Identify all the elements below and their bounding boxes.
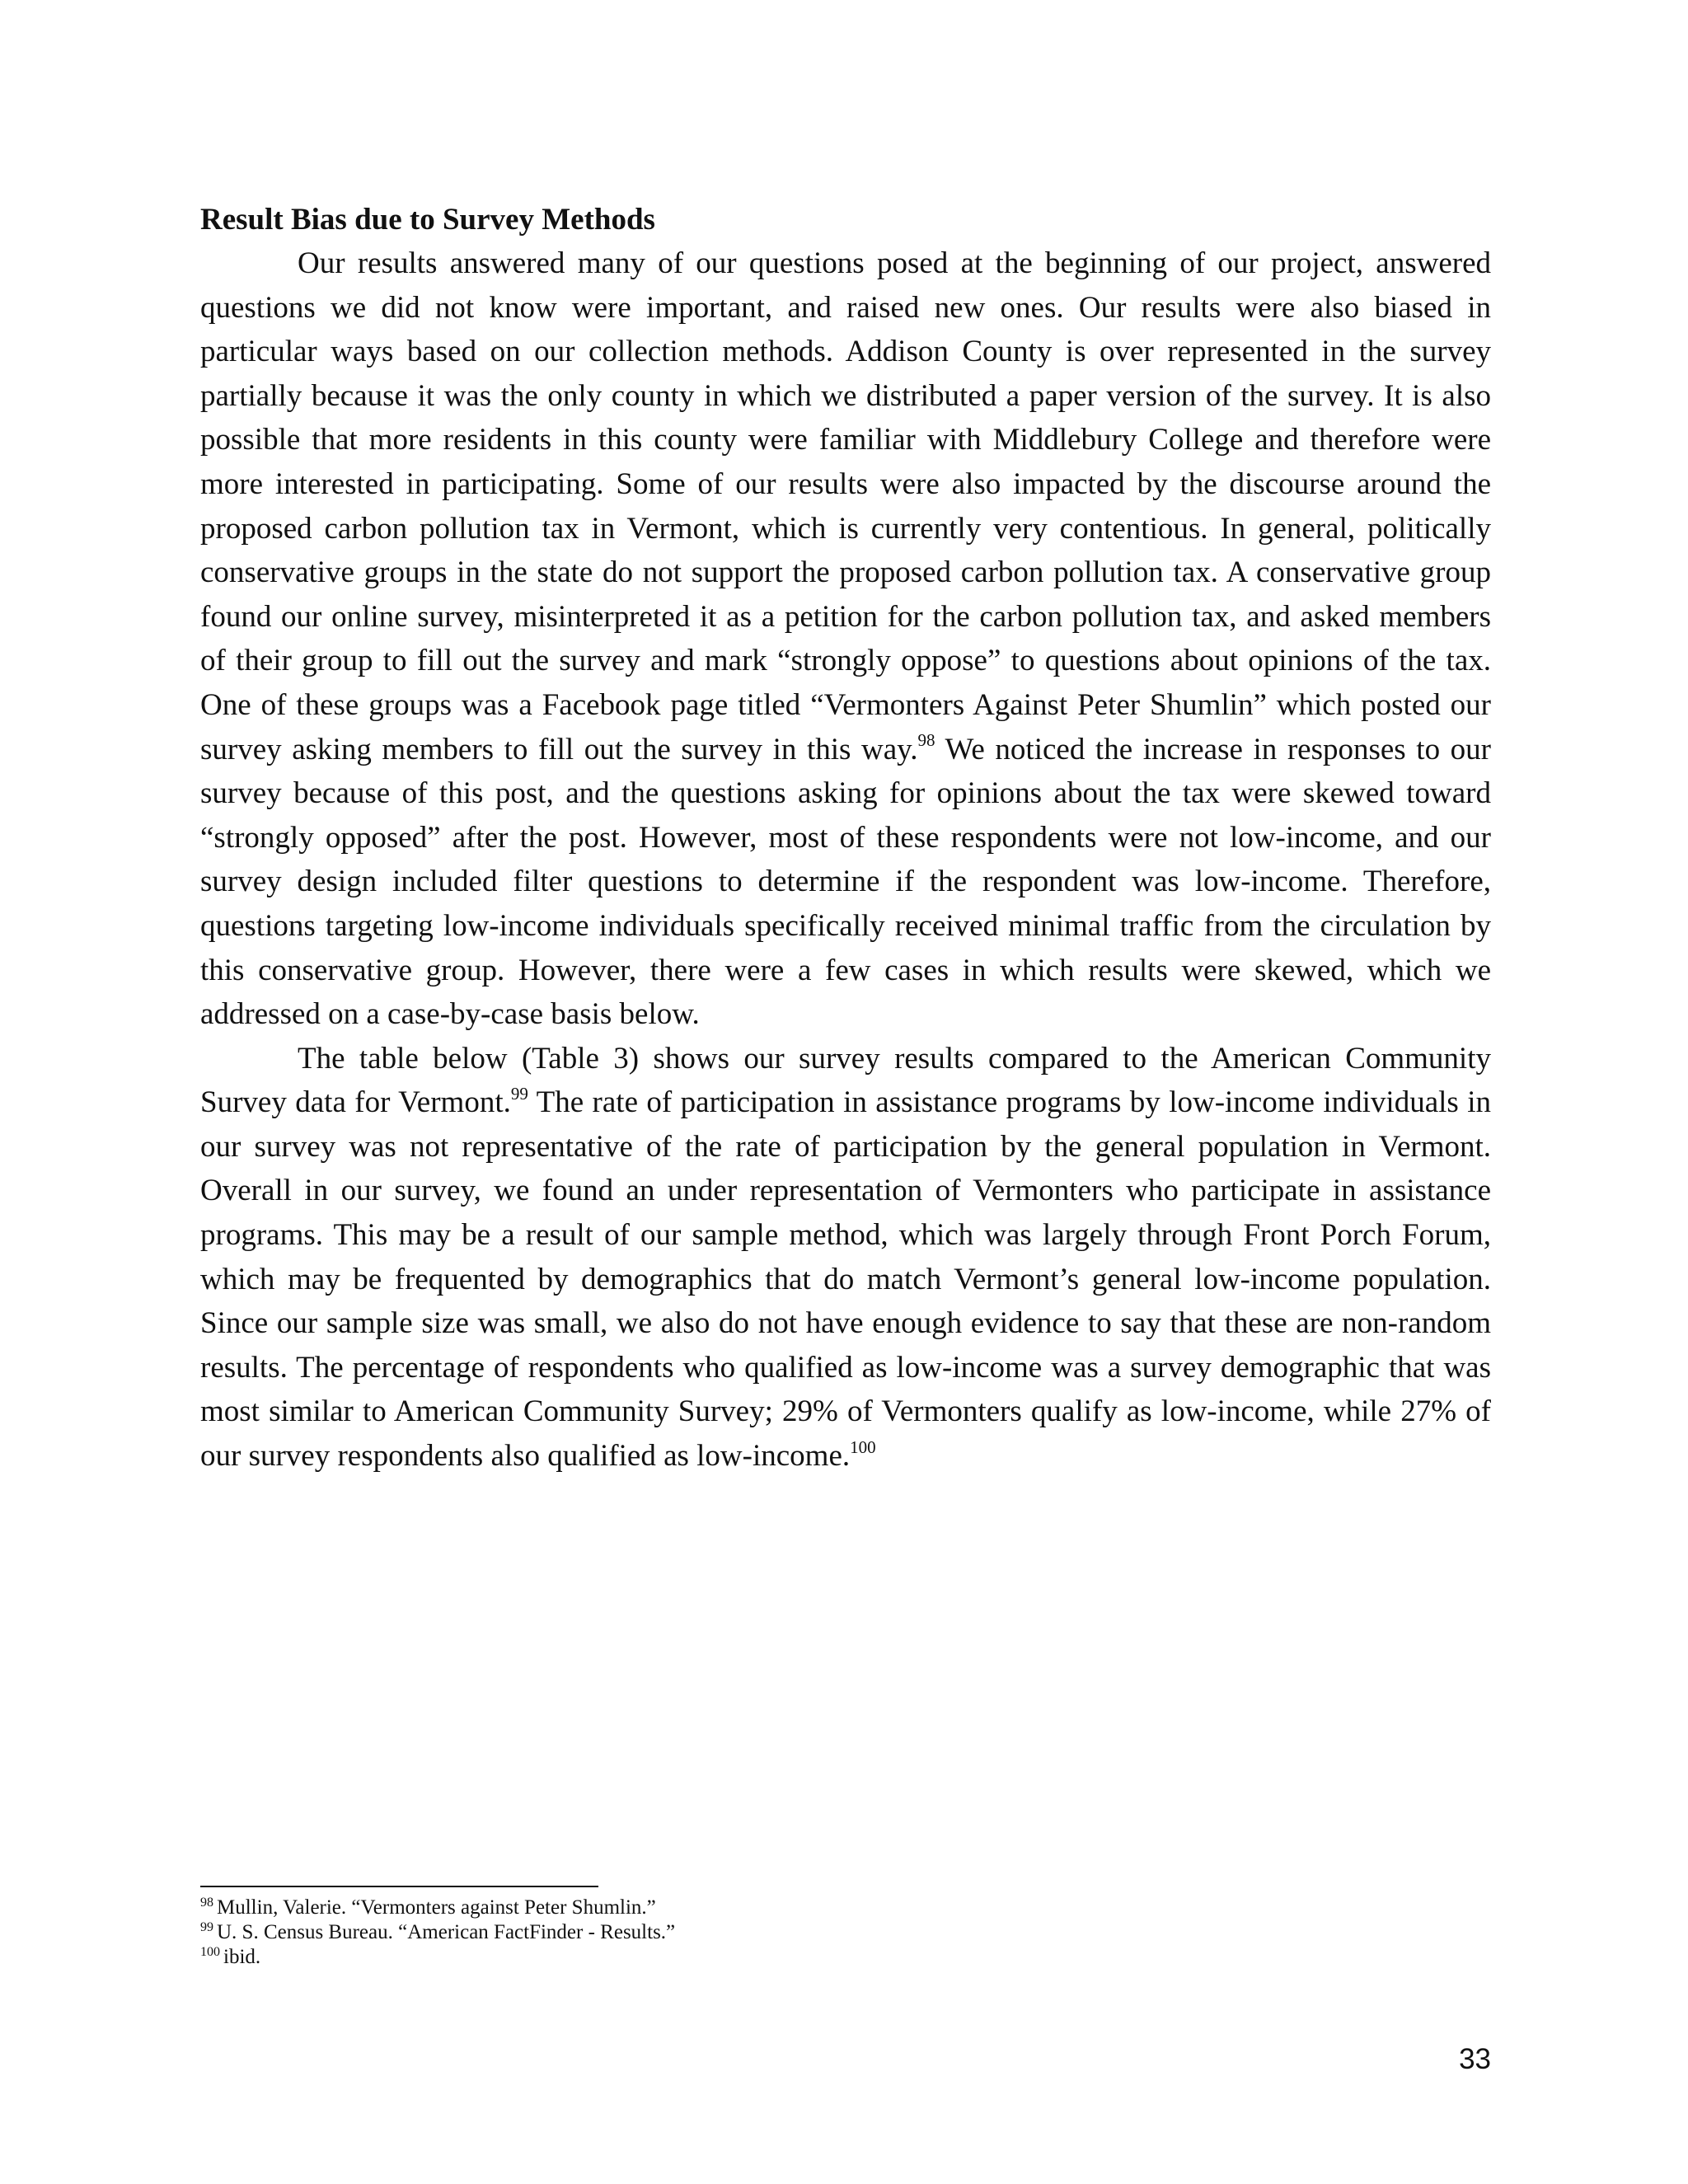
paragraph-1-text-a: Our results answered many of our questions posed at the beginning of our project, answered questions we did not know were important, and raised new ones. Our results were also biased in particular ways based on our collection methods. Addison County is over represented in the survey partially because it was the only county in which we distributed a paper version of the survey. It is also possible that more residents in this county were familiar with Middlebury College and therefore were more interested in participating. Some of our results were also impacted by the discourse around the proposed carbon pollution tax in Vermont, which is currently very contentious. In general, politically conservative groups in the state do not support the proposed carbon pollution tax. A conservative group found our online survey, misinterpreted it as a petition for the carbon pollution tax, and asked members of their group to fill out the survey and mark “strongly oppose” to questions about opinions of the tax. One of these groups was a Facebook page titled “Vermonters Against Peter Shumlin” which posted our survey asking members to fill out the survey in this way. — [200, 246, 1491, 766]
footnote-ref-99: 99 — [510, 1083, 528, 1104]
footnote-99 — [200, 1920, 1491, 1945]
footnote-number: 100 — [200, 1944, 220, 1959]
paragraph-2-text-a: The table below (Table 3) shows our survey results compared to the American Community Survey data for Vermont. — [200, 1041, 1491, 1120]
footnote-ref-98: 98 — [917, 730, 935, 751]
paragraph-1-text-b: We noticed the increase in responses to our survey because of this post, and the questions asking for opinions about the tax were skewed toward “strongly opposed” after the post. However, most of these respondents were not low-income, and our survey design included filter questions to determine if the respondent was low-income. Therefore, questions targeting low-income individuals specifically received minimal traffic from the circulation by this conservative group. However, there were a few cases in which results were skewed, which we addressed on a case-by-case basis below. — [200, 732, 1491, 1032]
main-content — [200, 198, 1491, 1479]
paragraph-2 — [200, 1037, 1491, 1479]
paragraph-1 — [200, 241, 1491, 1037]
footnotes — [200, 1896, 1491, 1970]
footnote-text: Mullin, Valerie. “Vermonters against Peter Shumlin.” — [217, 1896, 656, 1919]
footnote-number: 98 — [200, 1895, 213, 1910]
footnote-text: ibid. — [223, 1946, 261, 1968]
section-heading: Result Bias due to Survey Methods — [200, 203, 655, 237]
footnote-number: 99 — [200, 1919, 213, 1934]
paragraph-2-text-b: The rate of participation in assistance programs by low-income individuals in our survey was not representative of the rate of participation by the general population in Vermont. Overall in our survey, we found an under representation of Vermonters who participate in assistance programs. This may be a result of our sample method, which was largely through Front Porch Forum, which may be frequented by demographics that do match Vermont’s general low-income population. Since our sample size was small, we also do not have enough evidence to say that these are non-random results. The percentage of respondents who qualified as low-income was a survey demographic that was most similar to American Community Survey; 29% of Vermonters qualify as low-income, while 27% of our survey respondents also qualified as low-income. — [200, 1085, 1491, 1474]
footnote-98 — [200, 1896, 1491, 1920]
footnote-text: U. S. Census Bureau. “American FactFinder - Results.” — [217, 1921, 676, 1943]
page-number: 33 — [1459, 2043, 1491, 2075]
footnote-ref-100: 100 — [850, 1436, 876, 1457]
footnote-100 — [200, 1945, 1491, 1970]
footnote-divider — [200, 1886, 598, 1887]
